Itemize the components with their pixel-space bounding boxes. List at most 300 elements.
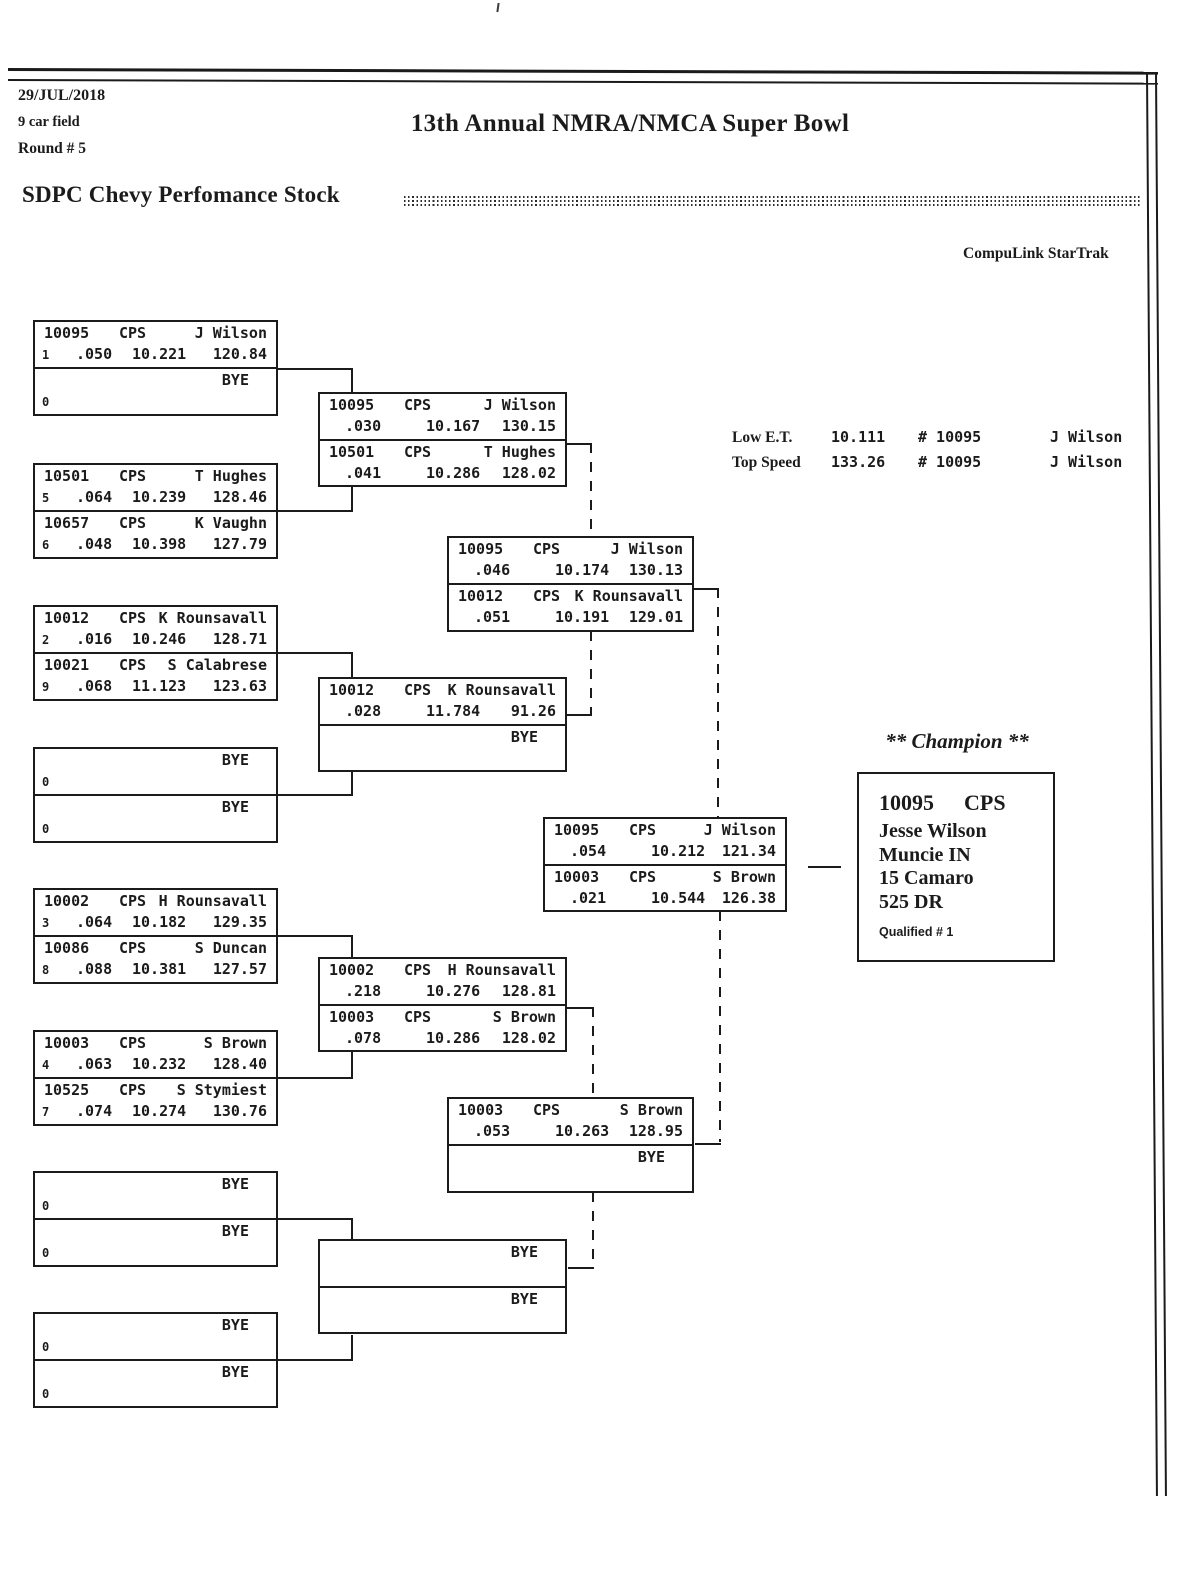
class-title: SDPC Chevy Perfomance Stock — [22, 182, 340, 207]
champion-car-number: 10095 — [879, 790, 934, 815]
car-class: CPS — [119, 939, 147, 957]
low-et-label: Low E.T. — [732, 429, 793, 446]
car-number: 10095 — [329, 396, 375, 414]
speed-mph: 128.40 — [212, 1055, 267, 1073]
speed-mph: 126.38 — [721, 888, 776, 907]
racer-entry — [35, 935, 276, 982]
lane-number: 9 — [42, 680, 50, 694]
car-number: 10095 — [458, 540, 504, 558]
bracket-connector-horizontal — [277, 935, 353, 937]
lane-number: 0 — [42, 1387, 50, 1401]
entry-data-line — [320, 1264, 565, 1284]
entry-data-line — [35, 1337, 276, 1357]
elapsed-time: 10.167 — [426, 417, 481, 435]
entry-name-line — [35, 1034, 276, 1054]
entry-data-line — [545, 842, 785, 862]
driver-name: K Vaughn — [194, 514, 267, 532]
racer-entry — [320, 959, 565, 1004]
speed-mph: 129.01 — [628, 608, 683, 626]
entry-data-line — [35, 1384, 276, 1404]
reaction-time: .050 — [76, 345, 113, 363]
racer-entry — [35, 322, 276, 367]
entry-name-line — [35, 1363, 276, 1383]
low-et-row — [732, 428, 1122, 453]
entry-name-line — [320, 681, 565, 701]
racer-entry — [545, 864, 785, 911]
racer-entry — [35, 607, 276, 652]
reaction-time: .054 — [570, 842, 607, 860]
entry-data-line — [35, 1102, 276, 1122]
lane-number: 8 — [42, 963, 50, 977]
lane-number: 0 — [42, 1340, 50, 1354]
top-speed-driver: J Wilson — [1050, 453, 1123, 471]
car-number: 10095 — [44, 324, 90, 342]
bracket-connector-vertical — [719, 911, 721, 1142]
entry-data-line — [320, 417, 565, 437]
bracket-box-r3-2 — [447, 1097, 694, 1193]
car-number: 10525 — [44, 1081, 90, 1099]
bye-entry — [320, 1286, 565, 1333]
entry-data-line — [449, 561, 692, 581]
car-class: CPS — [119, 1081, 147, 1099]
entry-data-line — [449, 608, 692, 628]
entry-name-line — [449, 1101, 692, 1121]
entry-name-line — [35, 1316, 276, 1336]
car-class: CPS — [533, 540, 561, 558]
entry-name-line — [449, 587, 692, 607]
entry-name-line — [320, 1290, 565, 1310]
bye-entry — [449, 1144, 692, 1191]
bye-entry — [35, 794, 276, 841]
entry-data-line — [320, 982, 565, 1002]
driver-name: S Brown — [492, 1007, 556, 1026]
reaction-time: .064 — [76, 913, 113, 931]
lane-number: 1 — [42, 348, 50, 362]
bracket-box-r2-4 — [318, 1239, 567, 1334]
reaction-time: .041 — [345, 463, 382, 482]
bye-entry — [35, 1359, 276, 1406]
top-speed-row — [732, 453, 1122, 478]
car-class: CPS — [119, 609, 147, 627]
bracket-connector-horizontal — [277, 368, 353, 370]
bracket-box-r1-8 — [33, 1312, 278, 1408]
bracket-box-r1-7 — [33, 1171, 278, 1267]
bye-label: BYE — [221, 1316, 249, 1334]
entry-data-line — [320, 464, 565, 484]
low-et-driver: J Wilson — [1050, 428, 1123, 446]
entry-data-line — [320, 702, 565, 722]
racer-entry — [545, 819, 785, 864]
car-class: CPS — [404, 961, 432, 979]
car-number: 10002 — [329, 961, 375, 979]
bracket-connector-horizontal — [808, 866, 841, 868]
reaction-time: .021 — [570, 888, 607, 907]
round-number: Round # 5 — [18, 140, 87, 157]
entry-name-line — [545, 821, 785, 841]
bracket-box-r1-5 — [33, 888, 278, 984]
car-number: 10012 — [44, 609, 90, 627]
reaction-time: .048 — [76, 535, 113, 553]
racer-entry — [35, 890, 276, 935]
bracket-box-r1-6 — [33, 1030, 278, 1126]
car-class: CPS — [533, 1101, 561, 1119]
reaction-time: .046 — [474, 561, 511, 579]
driver-name: S Brown — [203, 1034, 267, 1052]
car-class: CPS — [533, 587, 561, 605]
champion-qualified: Qualified # 1 — [879, 925, 954, 939]
lane-number: 0 — [42, 1199, 50, 1213]
scan-tick-mark — [496, 3, 499, 12]
field-size: 9 car field — [18, 114, 80, 130]
bracket-connector-vertical — [351, 935, 353, 958]
entry-data-line — [35, 677, 276, 697]
bye-label: BYE — [221, 1363, 249, 1381]
entry-name-line — [35, 892, 276, 912]
bye-label: BYE — [510, 1289, 538, 1308]
driver-name: T Hughes — [194, 467, 267, 485]
entry-data-line — [320, 1029, 565, 1049]
reaction-time: .030 — [345, 417, 382, 435]
entry-data-line — [320, 1311, 565, 1331]
champion-driver: Jesse Wilson — [879, 820, 987, 842]
lane-number: 4 — [42, 1058, 50, 1072]
elapsed-time: 10.191 — [555, 608, 610, 626]
reaction-time: .074 — [76, 1102, 113, 1120]
bracket-connector-vertical — [592, 1007, 594, 1097]
entry-name-line — [35, 609, 276, 629]
speed-mph: 130.76 — [212, 1102, 267, 1120]
driver-name: H Rounsavall — [447, 961, 556, 979]
reaction-time: .088 — [76, 960, 113, 978]
bracket-connector-vertical — [717, 588, 719, 817]
speed-mph: 128.95 — [628, 1122, 683, 1140]
car-class: CPS — [119, 1034, 147, 1052]
bracket-connector-vertical — [592, 1192, 594, 1268]
car-class: CPS — [404, 1007, 432, 1026]
reaction-time: .028 — [345, 702, 382, 720]
car-number: 10003 — [329, 1007, 375, 1026]
speed-mph: 128.02 — [501, 1028, 556, 1047]
driver-name: S Brown — [619, 1101, 683, 1119]
lane-number: 7 — [42, 1105, 50, 1119]
bracket-box-r2-1 — [318, 392, 567, 487]
driver-name: K Rounsavall — [574, 587, 683, 605]
elapsed-time: 10.276 — [426, 982, 481, 1000]
racer-entry — [35, 1077, 276, 1124]
bracket-connector-vertical — [351, 771, 353, 795]
entry-name-line — [320, 396, 565, 416]
event-date: 29/JUL/2018 — [18, 87, 106, 104]
bracket-connector-horizontal — [277, 652, 353, 654]
bracket-connector-vertical — [351, 1052, 353, 1078]
speed-mph: 128.71 — [212, 630, 267, 648]
bye-label: BYE — [637, 1148, 665, 1166]
speed-mph: 130.13 — [628, 561, 683, 579]
racer-entry — [320, 394, 565, 439]
lane-number: 2 — [42, 633, 50, 647]
car-class: CPS — [629, 821, 657, 839]
reaction-time: .053 — [474, 1122, 511, 1140]
entry-name-line — [35, 751, 276, 771]
speed-mph: 130.15 — [501, 417, 556, 435]
champion-vehicle: 15 Camaro — [879, 867, 974, 889]
reaction-time: .078 — [345, 1028, 382, 1047]
entry-data-line — [545, 889, 785, 909]
entry-name-line — [320, 1243, 565, 1263]
racer-entry — [320, 679, 565, 724]
entry-name-line — [35, 514, 276, 534]
bracket-connector-horizontal — [568, 1267, 594, 1269]
event-title: 13th Annual NMRA/NMCA Super Bowl — [410, 110, 850, 137]
entry-data-line — [449, 1169, 692, 1189]
speed-mph: 123.63 — [212, 677, 267, 695]
bracket-connector-vertical — [351, 1218, 353, 1240]
racer-entry — [35, 465, 276, 510]
bracket-connector-horizontal — [277, 510, 353, 512]
bye-entry — [35, 1218, 276, 1265]
driver-name: S Brown — [712, 867, 776, 886]
bracket-connector-horizontal — [277, 794, 353, 796]
bye-label: BYE — [221, 751, 249, 769]
entry-name-line — [545, 868, 785, 888]
driver-name: J Wilson — [610, 540, 683, 558]
bye-entry — [35, 367, 276, 414]
reaction-time: .063 — [76, 1055, 113, 1073]
driver-name: S Duncan — [194, 939, 267, 957]
lane-number: 0 — [42, 395, 50, 409]
driver-name: K Rounsavall — [447, 681, 556, 699]
entry-name-line — [35, 1175, 276, 1195]
driver-name: J Wilson — [194, 324, 267, 342]
entry-data-line — [35, 960, 276, 980]
entry-name-line — [320, 1008, 565, 1028]
speed-mph: 129.35 — [212, 913, 267, 931]
elapsed-time: 10.544 — [651, 888, 706, 907]
entry-name-line — [35, 1222, 276, 1242]
champion-engine: 525 DR — [879, 890, 943, 913]
champion-hometown: Muncie IN — [879, 843, 971, 866]
reaction-time: .068 — [76, 677, 113, 695]
entry-name-line — [320, 728, 565, 748]
speed-mph: 127.57 — [212, 960, 267, 978]
bracket-connector-vertical — [351, 652, 353, 678]
driver-name: H Rounsavall — [158, 892, 267, 910]
reaction-time: .218 — [345, 982, 382, 1000]
bye-label: BYE — [510, 727, 538, 746]
bracket-box-r1-1 — [33, 320, 278, 416]
speed-mph: 128.46 — [212, 488, 267, 506]
driver-name: K Rounsavall — [158, 609, 267, 627]
entry-data-line — [35, 1243, 276, 1263]
lane-number: 3 — [42, 916, 50, 930]
elapsed-time: 10.182 — [132, 913, 187, 931]
bracket-box-final — [543, 817, 787, 912]
bye-label: BYE — [221, 1222, 249, 1240]
champion-box — [857, 772, 1055, 962]
bracket-connector-horizontal — [567, 1007, 594, 1009]
entry-name-line — [35, 467, 276, 487]
car-number: 10086 — [44, 939, 90, 957]
entry-data-line — [35, 392, 276, 412]
elapsed-time: 10.381 — [132, 960, 187, 978]
car-class: CPS — [404, 396, 432, 414]
top-speed-value: 133.26 — [831, 453, 886, 471]
car-number: 10501 — [329, 442, 375, 461]
elapsed-time: 10.246 — [132, 630, 187, 648]
bracket-connector-horizontal — [277, 1077, 353, 1079]
elapsed-time: 10.286 — [426, 463, 481, 482]
car-class: CPS — [119, 467, 147, 485]
bracket-connector-horizontal — [567, 443, 592, 445]
bracket-box-r2-2 — [318, 677, 567, 772]
elapsed-time: 10.286 — [426, 1028, 481, 1047]
entry-data-line — [35, 913, 276, 933]
bye-label: BYE — [221, 1175, 249, 1193]
driver-name: S Stymiest — [176, 1081, 267, 1099]
car-number: 10501 — [44, 467, 90, 485]
racer-entry — [35, 652, 276, 699]
elapsed-time: 10.221 — [132, 345, 187, 363]
entry-name-line — [449, 540, 692, 560]
entry-data-line — [35, 772, 276, 792]
entry-name-line — [35, 656, 276, 676]
car-class: CPS — [119, 656, 147, 674]
lane-number: 0 — [42, 775, 50, 789]
reaction-time: .051 — [474, 608, 511, 626]
driver-name: S Calabrese — [167, 656, 267, 674]
car-number: 10095 — [554, 821, 600, 839]
bye-entry — [320, 1241, 565, 1286]
car-class: CPS — [629, 867, 657, 886]
driver-name: J Wilson — [483, 396, 556, 414]
entry-name-line — [35, 798, 276, 818]
entry-name-line — [35, 939, 276, 959]
bracket-box-r1-2 — [33, 463, 278, 559]
entry-name-line — [35, 1081, 276, 1101]
lane-number: 0 — [42, 822, 50, 836]
car-number: 10657 — [44, 514, 90, 532]
bye-label: BYE — [221, 371, 249, 389]
car-class: CPS — [119, 514, 147, 532]
event-stats — [732, 428, 1122, 478]
car-number: 10003 — [44, 1034, 90, 1052]
champion-car-class: CPS — [964, 790, 1006, 815]
entry-name-line — [449, 1148, 692, 1168]
bye-entry — [320, 724, 565, 771]
racer-entry — [449, 538, 692, 583]
bye-label: BYE — [221, 798, 249, 816]
bracket-box-r1-4 — [33, 747, 278, 843]
car-number: 10002 — [44, 892, 90, 910]
entry-name-line — [35, 324, 276, 344]
entry-data-line — [35, 1055, 276, 1075]
bracket-connector-vertical — [590, 631, 592, 715]
bracket-connector-vertical — [351, 487, 353, 511]
elapsed-time: 10.398 — [132, 535, 187, 553]
car-number: 10021 — [44, 656, 90, 674]
entry-name-line — [320, 961, 565, 981]
bracket-connector-vertical — [351, 1335, 353, 1360]
timing-system-brand: CompuLink StarTrak — [963, 245, 1109, 262]
top-speed-label: Top Speed — [732, 454, 801, 471]
car-number: 10003 — [554, 867, 600, 886]
bye-entry — [35, 749, 276, 794]
car-class: CPS — [404, 681, 432, 699]
entry-data-line — [320, 749, 565, 769]
top-border-rule — [8, 68, 1158, 85]
elapsed-time: 10.239 — [132, 488, 187, 506]
entry-data-line — [35, 488, 276, 508]
car-number: 10012 — [329, 681, 375, 699]
top-speed-car: # 10095 — [918, 453, 982, 471]
low-et-value: 10.111 — [831, 428, 886, 446]
elapsed-time: 10.174 — [555, 561, 610, 579]
reaction-time: .064 — [76, 488, 113, 506]
bracket-connector-vertical — [590, 443, 592, 536]
bracket-box-r3-1 — [447, 536, 694, 632]
speed-mph: 121.34 — [721, 842, 776, 860]
low-et-car: # 10095 — [918, 428, 982, 446]
right-border-rule — [1146, 72, 1167, 1496]
lane-number: 6 — [42, 538, 50, 552]
bracket-connector-horizontal — [567, 714, 592, 716]
bracket-connector-horizontal — [277, 1359, 353, 1361]
racer-entry — [320, 1004, 565, 1051]
racer-entry — [35, 510, 276, 557]
car-number: 10003 — [458, 1101, 504, 1119]
car-class: CPS — [119, 324, 147, 342]
car-class: CPS — [119, 892, 147, 910]
racer-entry — [320, 439, 565, 486]
speed-mph: 128.02 — [501, 463, 556, 482]
elapsed-time: 10.274 — [132, 1102, 187, 1120]
bye-label: BYE — [510, 1243, 538, 1261]
racer-entry — [35, 1032, 276, 1077]
bracket-connector-horizontal — [693, 588, 719, 590]
speed-mph: 127.79 — [212, 535, 267, 553]
car-class: CPS — [404, 442, 432, 461]
entry-data-line — [35, 1196, 276, 1216]
elapsed-time: 10.232 — [132, 1055, 187, 1073]
elapsed-time: 10.212 — [651, 842, 706, 860]
elapsed-time: 10.263 — [555, 1122, 610, 1140]
bracket-connector-horizontal — [695, 1143, 721, 1145]
driver-name: T Hughes — [483, 442, 556, 461]
bracket-connector-vertical — [351, 368, 353, 393]
entry-data-line — [35, 345, 276, 365]
racer-entry — [449, 583, 692, 630]
reaction-time: .016 — [76, 630, 113, 648]
elapsed-time: 11.123 — [132, 677, 187, 695]
entry-data-line — [35, 819, 276, 839]
bracket-connector-horizontal — [277, 1218, 353, 1220]
car-number: 10012 — [458, 587, 504, 605]
champion-car-line — [879, 790, 1053, 816]
lane-number: 0 — [42, 1246, 50, 1260]
entry-name-line — [35, 371, 276, 391]
bracket-box-r2-3 — [318, 957, 567, 1052]
elapsed-time: 11.784 — [426, 702, 481, 720]
speed-mph: 120.84 — [212, 345, 267, 363]
driver-name: J Wilson — [703, 821, 776, 839]
entry-data-line — [35, 630, 276, 650]
lane-number: 5 — [42, 491, 50, 505]
speed-mph: 128.81 — [501, 982, 556, 1000]
dotted-leader — [404, 196, 1141, 208]
bye-entry — [35, 1314, 276, 1359]
speed-mph: 91.26 — [510, 702, 556, 720]
entry-data-line — [449, 1122, 692, 1142]
